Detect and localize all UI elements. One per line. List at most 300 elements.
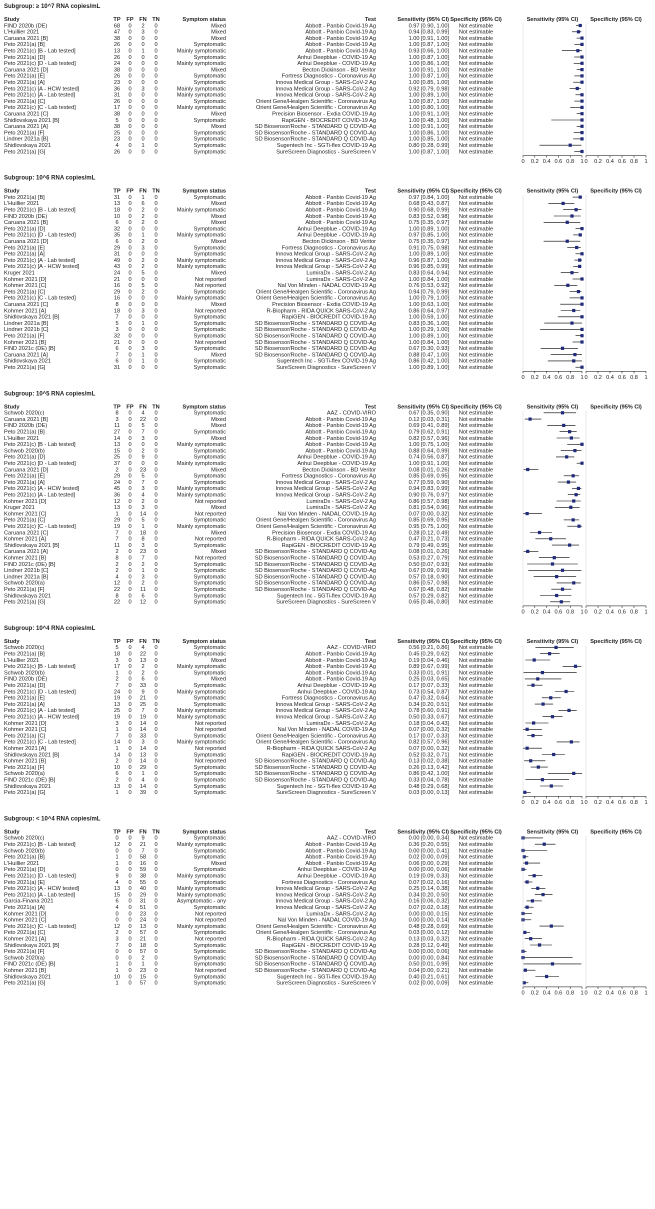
- test-name: SureScreen Diagnostics - SureScreen V: [276, 149, 376, 156]
- test-name: Sugentech Inc - SGTi-flex COVID-19 Ag: [276, 143, 376, 149]
- fn-value: 6: [141, 201, 145, 208]
- symptom-status: Symptomatic: [193, 517, 226, 524]
- study-label: L'Huillier 2021: [4, 29, 40, 36]
- subgroup-title: Subgroup: 10^4 RNA copies/mL: [4, 625, 96, 632]
- tn-value: 0: [154, 708, 158, 715]
- study-label: Kohmer 2021 [B]: [4, 339, 46, 346]
- column-header: Test: [364, 188, 376, 195]
- point-estimate: [580, 315, 583, 318]
- symptom-status: Mainly symptomatic: [176, 739, 226, 746]
- specificity-ci: Not estimable: [458, 454, 494, 461]
- test-name: SD Biosensor/Roche - STANDARD Q COVID-Ag: [254, 339, 376, 346]
- fp-value: 0: [128, 955, 132, 962]
- fp-value: 0: [128, 201, 132, 208]
- test-name: Abbott - Panbio Covid-19 Ag: [305, 201, 376, 208]
- fn-value: 4: [141, 777, 145, 784]
- sensitivity-ci: 0.78 [0.60, 0.91]: [408, 708, 449, 715]
- tn-value: 0: [154, 505, 158, 512]
- point-estimate: [551, 562, 554, 565]
- tn-value: 0: [154, 923, 158, 930]
- tp-value: 7: [115, 683, 119, 689]
- symptom-status: Symptomatic: [193, 568, 226, 575]
- fn-value: 21: [139, 842, 147, 848]
- tick-label: 0: [584, 609, 588, 616]
- tick-label: 1: [580, 799, 584, 806]
- fp-value: 0: [128, 346, 132, 353]
- specificity-ci: Not estimable: [458, 524, 494, 530]
- symptom-status: Mixed: [211, 213, 226, 220]
- tick-label: 0.8: [630, 609, 638, 616]
- fp-value: 0: [128, 790, 132, 797]
- fp-value: 0: [128, 733, 132, 740]
- study-label: L'Huillier 2021: [4, 201, 40, 208]
- tn-value: 0: [154, 980, 158, 987]
- fp-value: 0: [128, 517, 132, 524]
- study-label: Peto 2021(a) [G]: [4, 980, 46, 987]
- symptom-status: Mixed: [211, 220, 226, 227]
- study-label: Peto 2021(a) [G]: [4, 149, 46, 156]
- test-name: AAZ - COVID-VIRO: [326, 410, 376, 417]
- tp-value: 18: [113, 651, 121, 658]
- tn-value: 0: [154, 536, 158, 543]
- test-name: Innova Medical Group - SARS-CoV-2 Ag: [275, 892, 376, 899]
- point-estimate: [580, 366, 583, 369]
- tp-value: 19: [113, 695, 121, 702]
- tp-value: 7: [115, 536, 119, 543]
- point-estimate: [570, 740, 573, 743]
- symptom-status: Symptomatic: [193, 848, 226, 855]
- symptom-status: Mixed: [211, 35, 226, 42]
- tn-value: 0: [154, 48, 158, 55]
- specificity-ci: Not estimable: [458, 467, 494, 474]
- fn-value: 2: [141, 498, 145, 505]
- sensitivity-ci: 0.45 [0.29, 0.62]: [408, 651, 449, 658]
- specificity-ci: Not estimable: [458, 245, 494, 252]
- symptom-status: Symptomatic: [193, 73, 226, 80]
- symptom-status: Mainly symptomatic: [176, 61, 226, 68]
- test-name: RapiGEN - BIOCREDIT COVID-19 Ag: [281, 942, 376, 949]
- tn-value: 0: [154, 270, 158, 277]
- tp-value: 0: [115, 949, 119, 956]
- sensitivity-ci: 0.90 [0.76, 0.97]: [408, 492, 449, 499]
- symptom-status: Mixed: [211, 29, 226, 36]
- symptom-status: Symptomatic: [193, 365, 226, 371]
- specificity-ci: Not estimable: [458, 486, 494, 493]
- study-label: Kohmer 2021 [D]: [4, 498, 47, 505]
- fn-value: 57: [139, 980, 147, 987]
- tp-value: 23: [113, 136, 121, 143]
- symptom-status: Symptomatic: [193, 587, 226, 593]
- point-estimate: [573, 353, 576, 356]
- fp-value: 0: [128, 701, 132, 708]
- fn-value: 3: [141, 435, 145, 442]
- study-label: Peto 2021(a) [E]: [4, 73, 45, 80]
- fn-value: 29: [139, 892, 147, 899]
- tick-label: 0: [584, 799, 588, 806]
- test-name: Abbott - Panbio Covid-19 Ag: [305, 48, 376, 55]
- point-estimate: [569, 506, 572, 509]
- test-name: SD Biosensor/Roche - STANDARD Q COVID-Ag: [254, 320, 376, 327]
- fn-value: 0: [141, 80, 145, 86]
- fn-value: 0: [141, 111, 145, 118]
- test-name: R-Biopharm - RIDA QUICK SARS-CoV-2 Ag: [266, 536, 376, 543]
- fp-value: 0: [128, 568, 132, 575]
- fn-value: 11: [140, 587, 146, 593]
- study-label: Peto 2021(c) [C - Lab tested]: [4, 524, 76, 530]
- fp-value: 0: [128, 695, 132, 702]
- test-name: Abbott - Panbio Covid-19 Ag: [305, 842, 376, 848]
- sensitivity-ci: 0.13 [0.03, 0.32]: [408, 936, 449, 943]
- fn-value: 0: [141, 92, 145, 99]
- symptom-status: Not reported: [194, 339, 226, 346]
- fp-value: 0: [128, 283, 132, 290]
- tick-label: 1: [644, 799, 648, 806]
- specificity-ci: Not estimable: [458, 149, 494, 156]
- column-header: TP: [113, 188, 121, 195]
- test-name: Innova Medical Group - SARS-CoV-2 Ag: [275, 86, 376, 93]
- test-name: SureScreen Diagnostics - SureScreen V: [276, 980, 376, 987]
- point-estimate: [568, 430, 571, 433]
- tp-value: 31: [113, 365, 121, 371]
- symptom-status: Not reported: [194, 283, 226, 290]
- specificity-ci: Not estimable: [458, 346, 494, 353]
- sensitivity-ci: 1.00 [0.87, 1.00]: [408, 42, 449, 49]
- tn-value: 0: [154, 842, 158, 848]
- column-header: Sensitivity (95% CI): [526, 404, 579, 411]
- sensitivity-ci: 0.67 [0.09, 0.99]: [408, 568, 449, 575]
- study-label: Peto 2021(c) [A - Lab tested]: [4, 492, 76, 499]
- tick-label: 0.2: [594, 374, 602, 381]
- specificity-ci: Not estimable: [458, 695, 494, 702]
- sensitivity-ci: 1.00 [0.89, 1.00]: [408, 333, 449, 340]
- tp-value: 38: [113, 111, 121, 118]
- test-name: Innova Medical Group - SARS-CoV-2 Ag: [275, 492, 376, 499]
- sensitivity-ci: 1.00 [0.87, 1.00]: [408, 98, 449, 105]
- tn-value: 0: [154, 670, 158, 677]
- specificity-ci: Not estimable: [458, 251, 494, 258]
- tp-value: 8: [115, 410, 119, 417]
- test-name: Orient Gene/Healgen Scientific - Coronavirus Ag: [255, 733, 376, 740]
- tn-value: 0: [154, 764, 158, 771]
- tn-value: 0: [154, 701, 158, 708]
- fn-value: 0: [141, 295, 145, 302]
- study-label: Peto 2021(a) [D]: [4, 683, 46, 689]
- study-label: Peto 2021(a) [F]: [4, 130, 45, 137]
- tn-value: 0: [154, 492, 158, 499]
- fp-value: 0: [128, 905, 132, 911]
- column-header: Specificity (95% CI): [450, 188, 502, 195]
- tn-value: 0: [154, 498, 158, 505]
- tn-value: 0: [154, 949, 158, 956]
- specificity-ci: Not estimable: [458, 848, 494, 855]
- study-label: FIND 2020b (DE): [4, 423, 48, 430]
- point-estimate: [580, 106, 583, 109]
- symptom-status: Asymptomatic - any: [176, 898, 226, 905]
- fp-value: 0: [128, 505, 132, 512]
- tp-value: 13: [113, 886, 121, 893]
- sensitivity-ci: 0.03 [0.00, 0.13]: [408, 790, 449, 797]
- tp-value: 32: [113, 333, 121, 340]
- tick-label: 0.2: [594, 990, 602, 997]
- point-estimate: [561, 588, 564, 591]
- sensitivity-ci: 0.13 [0.02, 0.38]: [408, 758, 449, 765]
- symptom-status: Symptomatic: [193, 733, 226, 740]
- fp-value: 0: [128, 226, 132, 233]
- symptom-status: Symptomatic: [193, 358, 226, 365]
- symptom-status: Mixed: [211, 201, 226, 208]
- fn-value: 33: [139, 683, 147, 689]
- fp-value: 0: [128, 898, 132, 905]
- fp-value: 0: [128, 467, 132, 474]
- sensitivity-ci: 0.82 [0.57, 0.96]: [408, 739, 449, 746]
- sensitivity-ci: 0.88 [0.47, 1.00]: [408, 352, 449, 359]
- tn-value: 0: [154, 339, 158, 346]
- sensitivity-ci: 0.18 [0.04, 0.43]: [408, 720, 449, 727]
- tick-label: 0.4: [542, 799, 551, 806]
- point-estimate: [566, 284, 569, 287]
- symptom-status: Mixed: [211, 505, 226, 512]
- specificity-ci: Not estimable: [458, 429, 494, 436]
- column-header: Sensitivity (95% CI): [397, 404, 449, 411]
- tick-label: 0.4: [606, 374, 614, 381]
- specificity-ci: Not estimable: [458, 670, 494, 677]
- point-estimate: [580, 118, 583, 121]
- symptom-status: Mixed: [211, 435, 226, 442]
- study-label: Shidlovskaya 2021 [B]: [4, 942, 60, 949]
- specificity-ci: Not estimable: [458, 708, 494, 715]
- point-estimate: [561, 569, 564, 572]
- test-name: Innova Medical Group - SARS-CoV-2 Ag: [275, 905, 376, 911]
- study-label: Kohmer 2021 [B]: [4, 758, 46, 765]
- symptom-status: Symptomatic: [193, 580, 226, 587]
- test-name: LumiraDx - SARS-CoV-2 Ag: [306, 720, 376, 727]
- fn-value: 0: [141, 73, 145, 80]
- sensitivity-ci: 0.26 [0.13, 0.42]: [408, 764, 449, 771]
- column-header: FP: [126, 404, 134, 411]
- column-header: FP: [126, 188, 134, 195]
- specificity-ci: Not estimable: [458, 739, 494, 746]
- tick-label: 0: [521, 799, 525, 806]
- study-label: Kohmer 2021 [C]: [4, 511, 47, 518]
- sensitivity-ci: 0.16 [0.06, 0.32]: [408, 898, 449, 905]
- specificity-ci: Not estimable: [458, 536, 494, 543]
- fn-value: 21: [139, 936, 147, 943]
- tp-value: 12: [113, 580, 121, 587]
- fn-value: 14: [139, 758, 147, 765]
- tick-label: 1: [644, 990, 648, 997]
- point-estimate: [570, 322, 573, 325]
- symptom-status: Mixed: [211, 530, 226, 537]
- tick-label: 0.8: [566, 799, 575, 806]
- point-estimate: [560, 600, 563, 603]
- column-header: Specificity (95% CI): [590, 404, 642, 411]
- sensitivity-ci: 1.00 [0.87, 1.00]: [408, 73, 449, 80]
- point-estimate: [575, 208, 578, 211]
- sensitivity-ci: 0.00 [0.00, 0.41]: [408, 848, 449, 855]
- test-name: RapiGEN - BIOCREDIT COVID-19 Ag: [281, 314, 376, 321]
- tick-label: 1: [580, 609, 584, 616]
- point-estimate: [536, 677, 539, 680]
- test-name: Anhui Deepblue - COVID-19 Ag: [297, 683, 376, 689]
- fn-value: 5: [141, 517, 145, 524]
- sensitivity-ci: 0.86 [0.64, 0.97]: [408, 308, 449, 315]
- tick-label: 0.6: [618, 374, 626, 381]
- column-header: Study: [4, 17, 20, 23]
- fp-value: 0: [128, 835, 132, 842]
- tp-value: 6: [115, 220, 119, 227]
- specificity-ci: Not estimable: [458, 701, 494, 708]
- tn-value: 0: [154, 783, 158, 790]
- column-header: TN: [152, 17, 160, 23]
- tn-value: 0: [154, 136, 158, 143]
- tp-value: 23: [113, 80, 121, 86]
- tn-value: 0: [154, 580, 158, 587]
- sensitivity-ci: 0.19 [0.09, 0.33]: [408, 873, 449, 880]
- fn-value: 23: [139, 911, 147, 918]
- tp-value: 13: [113, 701, 121, 708]
- symptom-status: Symptomatic: [193, 454, 226, 461]
- tp-value: 19: [113, 714, 121, 721]
- tn-value: 0: [154, 245, 158, 252]
- subgroup-title: Subgroup: 10^6 RNA copies/mL: [4, 175, 96, 182]
- specificity-ci: Not estimable: [458, 61, 494, 68]
- sensitivity-ci: 0.86 [0.42, 1.00]: [408, 358, 449, 365]
- point-estimate: [523, 931, 526, 934]
- test-name: Anhui Deepblue - COVID-19 Ag: [297, 61, 376, 68]
- point-estimate: [580, 334, 583, 337]
- fn-value: 23: [139, 968, 147, 974]
- column-header: TN: [152, 188, 160, 195]
- fn-value: 1: [141, 961, 145, 968]
- tp-value: 21: [113, 276, 121, 283]
- sensitivity-ci: 0.93 [0.66, 1.00]: [408, 48, 449, 55]
- symptom-status: Symptomatic: [193, 930, 226, 937]
- symptom-status: Mainly symptomatic: [176, 86, 226, 93]
- fp-value: 0: [128, 473, 132, 480]
- column-header: Specificity (95% CI): [450, 404, 502, 411]
- fn-value: 3: [141, 739, 145, 746]
- fn-value: 1: [141, 194, 145, 201]
- study-label: Peto 2021(a) [B]: [4, 42, 45, 49]
- column-header: Sensitivity (95% CI): [526, 17, 579, 23]
- tn-value: 0: [154, 942, 158, 949]
- sensitivity-ci: 0.79 [0.49, 0.95]: [408, 542, 449, 549]
- tick-label: 0.8: [630, 799, 638, 806]
- point-estimate: [525, 862, 528, 865]
- sensitivity-ci: 0.85 [0.69, 0.95]: [408, 473, 449, 480]
- test-name: Becton Dickinson - BD Veritor: [302, 239, 376, 245]
- tick-label: 1: [580, 374, 584, 381]
- symptom-status: Symptomatic: [193, 961, 226, 968]
- tp-value: 1: [115, 860, 119, 867]
- tp-value: 3: [115, 936, 119, 943]
- symptom-status: Symptomatic: [193, 783, 226, 790]
- sensitivity-ci: 1.00 [0.84, 1.00]: [408, 339, 449, 346]
- test-name: Abbott - Panbio Covid-19 Ag: [305, 848, 376, 855]
- specificity-ci: Not estimable: [458, 727, 494, 734]
- fn-value: 0: [141, 124, 145, 131]
- test-name: Orient Gene/Healgen Scientific - Coronavirus Ag: [255, 930, 376, 937]
- tick-label: 0.2: [530, 799, 539, 806]
- specificity-ci: Not estimable: [458, 136, 494, 143]
- study-label: Kohmer 2021 [B]: [4, 555, 46, 562]
- sensitivity-ci: 0.86 [0.57, 0.98]: [408, 580, 449, 587]
- sensitivity-ci: 0.97 [0.84, 1.00]: [408, 194, 449, 201]
- fn-value: 0: [141, 98, 145, 105]
- tp-value: 27: [113, 429, 121, 436]
- fn-value: 14: [139, 746, 147, 752]
- test-name: Abbott - Panbio Covid-19 Ag: [305, 676, 376, 683]
- fp-value: 0: [128, 295, 132, 302]
- test-name: Nal Von Minden - NADAL COVID-19 Ag: [277, 917, 376, 924]
- tn-value: 0: [154, 860, 158, 867]
- sensitivity-ci: 0.92 [0.79, 0.98]: [408, 86, 449, 93]
- point-estimate: [580, 81, 583, 84]
- symptom-status: Symptomatic: [193, 867, 226, 874]
- study-label: Peto 2021(c) [D - Lab tested]: [4, 232, 76, 239]
- point-estimate: [566, 240, 569, 243]
- symptom-status: Symptomatic: [193, 771, 226, 778]
- fp-value: 0: [128, 942, 132, 949]
- fp-value: 0: [128, 720, 132, 727]
- sensitivity-ci: 1.00 [0.85, 1.00]: [408, 136, 449, 143]
- fp-value: 0: [128, 593, 132, 600]
- column-header: Specificity (95% CI): [590, 829, 642, 836]
- specificity-ci: Not estimable: [458, 201, 494, 208]
- tp-value: 31: [113, 251, 121, 258]
- fn-value: 0: [141, 117, 145, 124]
- fn-value: 9: [141, 454, 145, 461]
- study-label: Peto 2021(c) [B - Lab tested]: [4, 442, 76, 449]
- test-name: RapiGEN - BIOCREDIT COVID-19 Ag: [281, 752, 376, 759]
- sensitivity-ci: 0.33 [0.01, 0.91]: [408, 670, 449, 677]
- fp-value: 0: [128, 848, 132, 855]
- column-header: Sensitivity (95% CI): [397, 829, 449, 836]
- tn-value: 0: [154, 429, 158, 436]
- study-label: L'Huillier 2021: [4, 657, 40, 664]
- fn-value: 3: [141, 505, 145, 512]
- tp-value: 35: [113, 232, 121, 239]
- fp-value: 0: [128, 664, 132, 671]
- fp-value: 0: [128, 98, 132, 105]
- point-estimate: [526, 468, 529, 471]
- point-estimate: [580, 100, 583, 103]
- tp-value: 24: [113, 61, 121, 68]
- tp-value: 7: [115, 530, 119, 537]
- study-label: Caruana 2021 [D]: [4, 239, 49, 245]
- test-name: SD Biosensor/Roche - STANDARD Q COVID-Ag: [254, 949, 376, 956]
- fp-value: 0: [128, 232, 132, 239]
- specificity-ci: Not estimable: [458, 124, 494, 131]
- sensitivity-ci: 0.80 [0.28, 0.99]: [408, 143, 449, 149]
- study-label: Schwob 2020(b): [4, 448, 45, 455]
- tp-value: 8: [115, 302, 119, 308]
- sensitivity-ci: 0.86 [0.57, 0.98]: [408, 498, 449, 505]
- symptom-status: Mixed: [211, 302, 226, 308]
- tn-value: 0: [154, 676, 158, 683]
- specificity-ci: Not estimable: [458, 917, 494, 924]
- symptom-status: Mixed: [211, 352, 226, 359]
- fp-value: 0: [128, 842, 132, 848]
- sensitivity-ci: 1.00 [0.87, 1.00]: [408, 149, 449, 156]
- point-estimate: [573, 449, 576, 452]
- point-estimate: [572, 359, 575, 362]
- specificity-ci: Not estimable: [458, 905, 494, 911]
- fp-value: 0: [128, 657, 132, 664]
- point-estimate: [580, 74, 583, 77]
- symptom-status: Mainly symptomatic: [176, 207, 226, 214]
- tp-value: 21: [113, 339, 121, 346]
